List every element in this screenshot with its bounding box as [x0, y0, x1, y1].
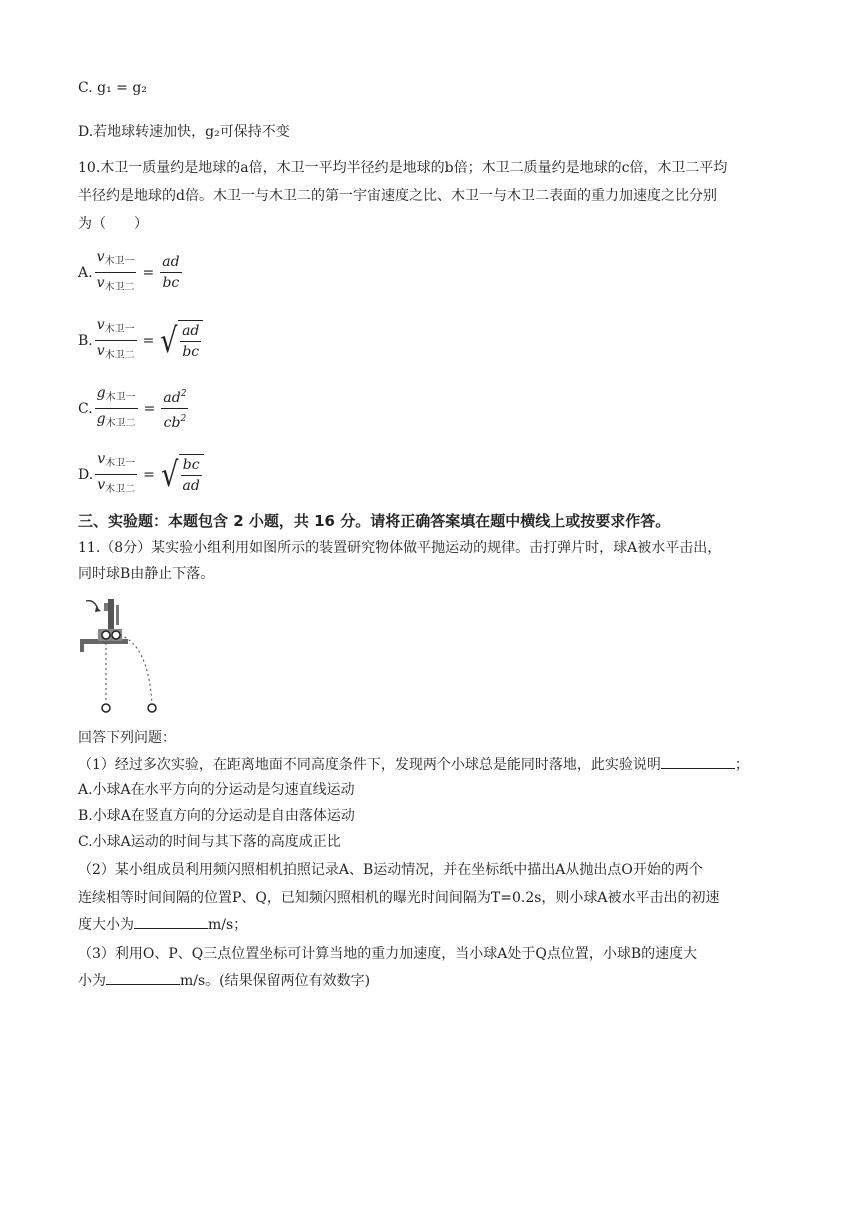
q10-option-a: [78, 248, 184, 297]
numerator-var: g: [96, 385, 106, 401]
rhs-denominator: ad: [182, 478, 200, 494]
option-d-prev-text: D.若地球转速加快，g₂可保持不变: [78, 124, 290, 140]
lhs-fraction: [95, 316, 137, 365]
answer-blank-1[interactable]: [661, 754, 735, 769]
option-c-prev: [78, 78, 147, 98]
sub2-unit: m/s；: [208, 917, 248, 933]
rhs-fraction: [161, 385, 188, 432]
radical-sign: √: [161, 454, 179, 495]
sqrt: [158, 320, 203, 361]
q11-line2: 同时球B由静止下落。: [78, 566, 215, 582]
sub1-end: ；: [734, 757, 749, 773]
numerator-sub: 木卫一: [105, 458, 136, 469]
rhs-denominator: cb: [163, 415, 181, 431]
q10-option-b: [78, 316, 203, 365]
sub3-unit: m/s。(结果保留两位有效数字): [180, 973, 371, 989]
sub1-option-b: B.小球A在竖直方向的分运动是自由落体运动: [78, 808, 355, 824]
rhs-numerator: ad: [180, 322, 201, 342]
q10-option-d: [78, 450, 204, 499]
equals-sign: =: [142, 332, 155, 349]
rhs-numerator: ad: [160, 253, 181, 273]
rhs-denominator: bc: [182, 344, 200, 360]
sub3-prefix: 小为: [78, 973, 106, 989]
numerator-var: v: [96, 249, 105, 265]
numerator-sub: 木卫一: [104, 256, 135, 267]
answer-blank-3[interactable]: [106, 970, 180, 985]
answer-blank-2[interactable]: [134, 914, 208, 929]
denominator-var: v: [96, 343, 105, 359]
sub3-line2: [78, 970, 370, 991]
section-heading: 三、实验题：本题包含 2 小题，共 16 分。请将正确答案填在题中横线上或按要求作答。: [78, 512, 671, 530]
option-label: C.: [78, 400, 93, 417]
option-label: B.: [78, 332, 93, 349]
rhs-denominator: bc: [162, 275, 180, 291]
rhs-denominator-exp: 2: [180, 414, 187, 424]
sub3-line1: （3）利用O、P、Q三点位置坐标可计算当地的重力加速度，当小球A处于Q点位置，小球B的速度大: [78, 946, 698, 962]
denominator-sub: 木卫二: [104, 350, 135, 361]
denominator-var: g: [96, 411, 106, 427]
lhs-fraction: [95, 384, 138, 433]
sub1-option-c: C.小球A运动的时间与其下落的高度成正比: [78, 834, 341, 850]
option-c-prev-text: C. g₁ = g₂: [78, 80, 147, 96]
equals-sign: =: [143, 400, 156, 417]
denominator-sub: 木卫二: [104, 282, 135, 293]
rhs-fraction: [180, 322, 201, 361]
sub1-text: （1）经过多次实验，在距离地面不同高度条件下，发现两个小球总是能同时落地，此实验说明: [78, 757, 661, 773]
sub2-line3: [78, 914, 247, 935]
option-label: D.: [78, 466, 94, 483]
rhs-fraction: [160, 253, 181, 292]
numerator-sub: 木卫一: [104, 324, 135, 335]
sub2-prefix: 度大小为: [78, 917, 134, 933]
q11-line1: 11.（8分）某实验小组利用如图所示的装置研究物体做平抛运动的规律。击打弹片时，球A被水平击出，: [78, 540, 722, 556]
q10-option-c: [78, 384, 190, 433]
answer-prompt: 回答下列问题：: [78, 730, 176, 746]
lhs-fraction: [95, 248, 137, 297]
rhs-numerator-exp: 2: [180, 389, 187, 399]
q10-line1: 10.木卫一质量约是地球的a倍，木卫一平均半径约是地球的b倍；木卫二质量约是地球的c倍，木卫二平均: [78, 160, 728, 176]
denominator-var: v: [96, 275, 105, 291]
sub2-line1: （2）某小组成员利用频闪照相机拍照记录A、B运动情况，并在坐标纸中描出A从抛出点O开始的两个: [78, 862, 703, 878]
apparatus-figure: [76, 595, 166, 717]
sub2-line2: 连续相等时间间隔的位置P、Q，已知频闪照相机的曝光时间间隔为T=0.2s，则小球A被水平击出的初速: [78, 890, 720, 906]
rhs-numerator: bc: [181, 456, 202, 476]
lhs-fraction: [95, 450, 137, 499]
numerator-sub: 木卫一: [105, 392, 136, 403]
sub1-option-a: A.小球A在水平方向的分运动是匀速直线运动: [78, 782, 355, 798]
q10-line2: 半径约是地球的d倍。木卫一与木卫二的第一宇宙速度之比、木卫一与木卫二表面的重力加速度之比分别: [78, 188, 717, 204]
sub-question-1: [78, 754, 749, 775]
option-d-prev: [78, 122, 290, 142]
rhs-fraction: [181, 456, 202, 495]
numerator-var: v: [96, 317, 105, 333]
numerator-var: v: [97, 451, 106, 467]
option-label: A.: [78, 264, 93, 281]
equals-sign: =: [143, 466, 155, 483]
rhs-numerator: ad: [163, 390, 181, 406]
radical-sign: √: [160, 320, 178, 361]
equals-sign: =: [142, 264, 155, 281]
sqrt: [159, 454, 204, 495]
denominator-sub: 木卫二: [105, 484, 136, 495]
q10-line3: 为（ ）: [78, 216, 148, 232]
denominator-var: v: [97, 477, 106, 493]
denominator-sub: 木卫二: [105, 418, 136, 429]
